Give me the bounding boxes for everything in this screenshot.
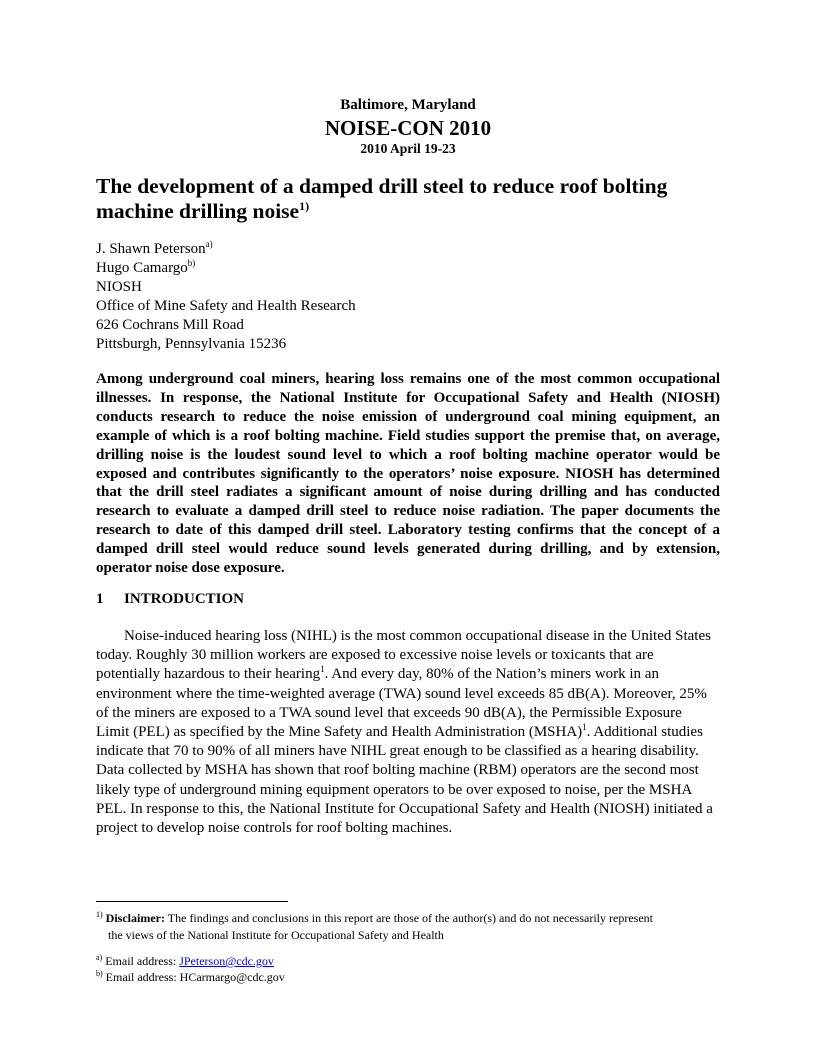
abstract: Among underground coal miners, hearing loss remains one of the most common occupational illnesses. In response, the National Institute for Occupational Safety and Health (NIOSH) conducts research to reduce the noise emission of underground coal mining equipment, an example of which is a roof bolting machine. Field studies support the premise that, on average, drilling noise is the loudest sound level to which a roof bolting machine operator would be exposed and contributes significantly to the operators’ noise exposure. NIOSH has determined that the drill steel radiates a significant amount of noise during drilling and has conducted research to evaluate a damped drill steel to reduce noise radiation. The paper documents the research to date of this damped drill steel. Laboratory testing confirms that the concept of a damped drill steel would reduce sound levels generated during drilling, and by extension, operator noise dose exposure. [96, 371, 720, 577]
author-marker: a) [205, 239, 213, 249]
conference-city: Baltimore, Maryland [340, 97, 476, 113]
author-block [96, 240, 356, 354]
affiliation-city: Pittsburgh, Pennsylvania 15236 [96, 336, 287, 352]
title-footnote-marker: 1) [299, 199, 310, 213]
intro-paragraph [96, 627, 714, 838]
section-title: INTRODUCTION [124, 591, 245, 607]
email-label: Email address: [105, 954, 177, 968]
footnote-disclaimer [96, 910, 726, 943]
footnote-divider [96, 901, 288, 902]
reference-marker[interactable]: 1 [582, 722, 587, 733]
email-text-camargo: HCarmargo@cdc.gov [179, 970, 285, 984]
disclaimer-text-1: The findings and conclusions in this report are those of the author(s) and do not necessarily represent [167, 911, 653, 925]
author-1 [96, 240, 356, 259]
reference-marker[interactable]: 1 [320, 664, 325, 675]
conference-name: NOISE-CON 2010 [324, 116, 492, 140]
intro-text-1: Noise-induced hearing loss (NIHL) is the most common occupational disease in the United States today. Roughly 30 million workers are exposed to excessive noise levels or toxicants that are potentially hazardous to their hearing [96, 628, 711, 683]
intro-text-3: . Additional studies indicate that 70 to 90% of all miners have NIHL great enough to be classified as a hearing disability. Data collected by MSHA has shown that roof bolting machine (RBM) operators are the second most likely type of underground mining equipment operators to be over exposed to noise, per the MSHA PEL. In response to this, the National Institute for Occupational Safety and Health (NIOSH) initiated a project to develop noise controls for roof bolting machines. [96, 724, 713, 837]
footnote-marker: b) [96, 969, 103, 978]
footnote-marker: a) [96, 953, 103, 962]
author-name: Hugo Camargo [96, 260, 188, 276]
footnote-email-b [96, 969, 726, 986]
paper-title [96, 174, 736, 224]
author-name: J. Shawn Peterson [96, 241, 206, 257]
disclaimer-label: Disclaimer: [105, 911, 165, 925]
disclaimer-text-2: the views of the National Institute for Occupational Safety and Health [108, 927, 444, 942]
section-number: 1 [96, 591, 104, 607]
affiliation-office: Office of Mine Safety and Health Research [96, 298, 356, 314]
affiliation-street: 626 Cochrans Mill Road [96, 317, 244, 333]
email-link-peterson[interactable]: JPeterson@cdc.gov [179, 954, 274, 968]
footnote-marker: 1) [96, 910, 103, 919]
affiliation-org: NIOSH [96, 279, 142, 295]
author-marker: b) [187, 258, 196, 268]
footnote-email-a [96, 953, 726, 970]
email-label: Email address: [105, 970, 177, 984]
intro-text-2: . And every day, 80% of the Nation’s miners work in an environment where the time-weighted average (TWA) sound level exceeds 85 dB(A). Moreover, 25% of the miners are exposed to a TWA sound level that exceeds 90 dB(A), the Permissible Exposure Limit (PEL) as specified by the Mine Safety and Health Administration (MSHA) [96, 666, 707, 741]
conference-date: 2010 April 19-23 [360, 141, 456, 156]
section-heading [96, 591, 244, 608]
author-2 [96, 259, 356, 278]
paper-title-text: The development of a damped drill steel to reduce roof bolting machine drilling noise [96, 174, 668, 223]
